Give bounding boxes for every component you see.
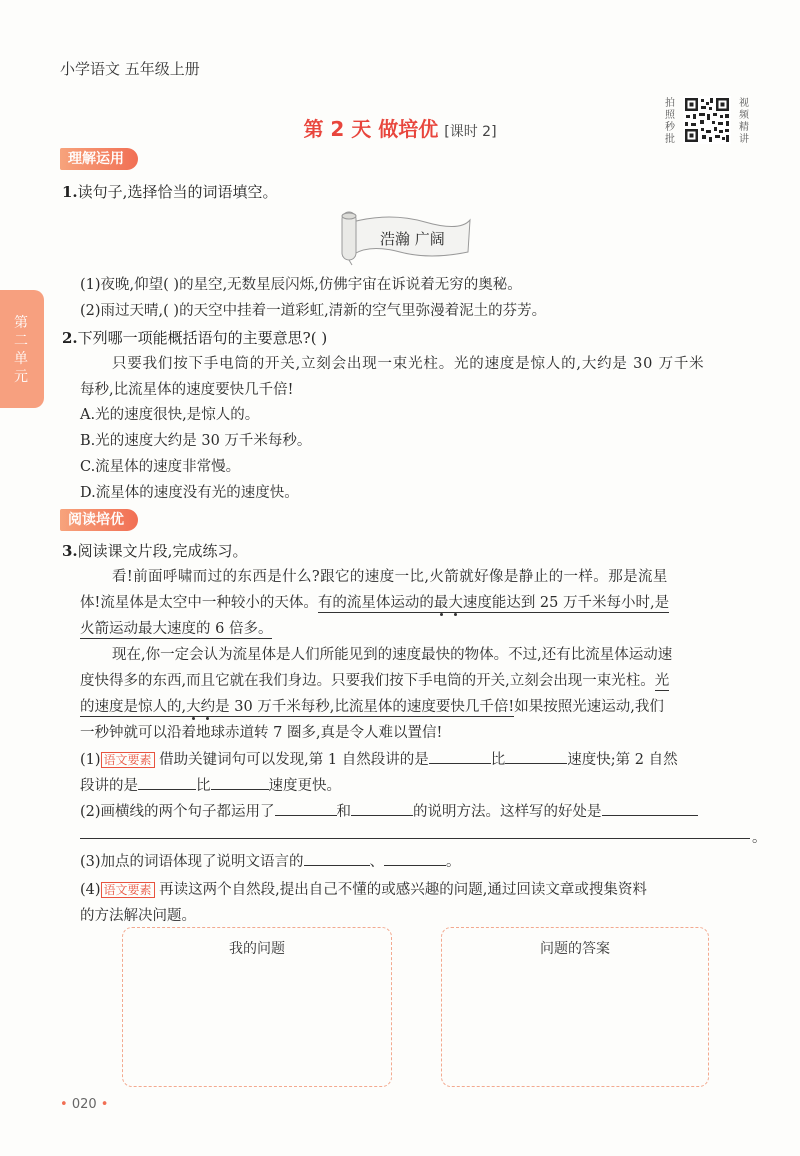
question-2 (62, 327, 327, 348)
dot-icon: • (60, 1097, 68, 1112)
answer-blank[interactable] (602, 815, 698, 816)
text-span: 、 (369, 854, 385, 870)
page-number (60, 1097, 108, 1112)
my-question-box[interactable] (122, 927, 392, 1087)
question-text: 阅读课文片段,完成练习。 (77, 542, 248, 560)
text-span: 比 (490, 752, 506, 768)
text-span: 。 (446, 854, 461, 870)
text-span: 的速度是惊人的, (80, 699, 187, 715)
text-span: 速度更快。 (268, 778, 341, 794)
answer-blank[interactable] (351, 815, 413, 816)
option-d[interactable]: D.流星体的速度没有光的速度快。 (80, 485, 299, 501)
sub-question-1-cont (80, 774, 341, 795)
section-tag-understanding: 理解运用 (60, 148, 138, 170)
sub-question-4-cont: 的方法解决问题。 (80, 908, 196, 924)
underlined-sentence-2-start: 光 (654, 673, 670, 689)
text-span: (1) (80, 752, 101, 768)
language-element-badge: 语文要素 (101, 882, 155, 898)
reading-p1-line1: 看!前面呼啸而过的东西是什么?跟它的速度一比,火箭就好像是静止的一样。那是流星 (112, 569, 668, 585)
dotted-char: 大 (448, 595, 463, 611)
sub-question-4 (80, 878, 647, 899)
period-mark: 。 (752, 830, 767, 846)
reading-p2-line2 (80, 669, 669, 690)
text-span: 有的流星体运动的 (317, 595, 434, 611)
text-span: 和 (336, 804, 352, 820)
dotted-char: 大 (186, 699, 201, 715)
question-1 (62, 181, 277, 202)
passage-line-1: 只要我们按下手电筒的开关,立刻会出现一束光柱。光的速度是惊人的,大约是 30 万千米 (112, 356, 705, 372)
underlined-sentence-1-end: 火箭运动最大速度的 6 倍多。 (80, 621, 273, 637)
qr-area[interactable] (663, 96, 755, 152)
dotted-char: 最 (433, 595, 449, 611)
text-span: 比 (196, 778, 211, 794)
answer-blank[interactable] (384, 865, 446, 866)
underlined-sentence-2 (80, 699, 514, 717)
text-span: 度快得多的东西,而且它就在我们身边。只要我们按下手电筒的开关,立刻会出现一束光柱。 (80, 673, 655, 689)
reading-p2-line1: 现在,你一定会认为流星体是人们所能见到的速度最快的物体。不过,还有比流星体运动速 (112, 647, 673, 663)
word-choices: 浩瀚 广阔 (380, 230, 445, 248)
question-3 (62, 540, 247, 561)
reading-p2-line4: 一秒钟就可以沿着地球赤道转 7 圈多,真是令人难以置信! (80, 725, 443, 741)
answer-blank[interactable] (429, 763, 491, 764)
underlined-sentence-1 (318, 595, 669, 613)
sentence-1: (1)夜晚,仰望( )的星空,无数星辰闪烁,仿佛宇宙在诉说着无穷的奥秘。 (80, 277, 522, 293)
sub-question-1 (80, 748, 678, 769)
text-span: 速度快;第 2 自然 (567, 752, 678, 768)
answer-blank[interactable] (211, 789, 269, 790)
section-tag-reading: 阅读培优 (60, 509, 138, 531)
dotted-char: 约 (200, 699, 216, 715)
answer-blank[interactable] (505, 763, 567, 764)
unit-side-tab-label: 第二单元 (14, 315, 28, 385)
question-number: 1. (62, 183, 78, 201)
answer-box-label: 问题的答案 (540, 941, 610, 957)
text-span: 的说明方法。这样写的好处是 (413, 804, 602, 820)
question-number: 3. (62, 542, 78, 560)
page-number-text: 020 (71, 1097, 97, 1112)
dot-icon: • (100, 1097, 109, 1112)
reading-p2-line3 (80, 695, 664, 716)
text-span: 速度能达到 25 万千米每小时,是 (462, 595, 670, 611)
language-element-badge: 语文要素 (101, 752, 155, 768)
text-span: (4) (80, 882, 101, 898)
text-span: (2)画横线的两个句子都运用了 (80, 804, 275, 820)
reading-p1-line3 (80, 617, 272, 638)
title-main: 第 2 天 做培优 (303, 117, 439, 141)
text-span: 体!流星体是太空中一种较小的天体。 (80, 595, 318, 611)
text-span: 如果按照光速运动,我们 (514, 699, 664, 715)
answer-blank[interactable] (138, 789, 196, 790)
question-text: 下列哪一项能概括语句的主要意思?( ) (77, 329, 328, 347)
qr-code-icon[interactable] (683, 96, 731, 144)
question-number: 2. (62, 329, 78, 347)
text-span: 段讲的是 (80, 778, 138, 794)
reading-p1-line2 (80, 591, 669, 612)
answer-blank[interactable] (275, 815, 337, 816)
my-question-label: 我的问题 (229, 941, 285, 957)
sentence-2: (2)雨过天晴,( )的天空中挂着一道彩虹,清新的空气里弥漫着泥土的芬芳。 (80, 303, 547, 319)
answer-line[interactable] (80, 838, 750, 839)
passage-line-2: 每秒,比流星体的速度要快几千倍! (80, 382, 294, 398)
text-span: 是 30 万千米每秒,比流星体的速度要快几千倍! (215, 699, 515, 715)
sub-question-2 (80, 800, 698, 821)
text-span: 借助关键词句可以发现,第 1 自然段讲的是 (159, 752, 429, 768)
answer-box[interactable] (441, 927, 709, 1087)
qr-left-label: 拍照秒批 (665, 98, 675, 145)
option-c[interactable]: C.流星体的速度非常慢。 (80, 459, 241, 475)
unit-side-tab (0, 290, 44, 408)
book-title: 小学语文 五年级上册 (60, 60, 200, 78)
option-a[interactable]: A.光的速度很快,是惊人的。 (80, 407, 260, 423)
text-span: 再读这两个自然段,提出自己不懂的或感兴趣的问题,通过回读文章或搜集资料 (159, 882, 647, 898)
question-text: 读句子,选择恰当的词语填空。 (77, 183, 278, 201)
sub-question-3 (80, 850, 461, 871)
title-lesson: [课时 2] (444, 124, 497, 140)
option-b[interactable]: B.光的速度大约是 30 万千米每秒。 (80, 433, 312, 449)
qr-right-label: 视频精讲 (739, 98, 749, 145)
text-span: (3)加点的词语体现了说明文语言的 (80, 854, 304, 870)
answer-blank[interactable] (304, 865, 370, 866)
